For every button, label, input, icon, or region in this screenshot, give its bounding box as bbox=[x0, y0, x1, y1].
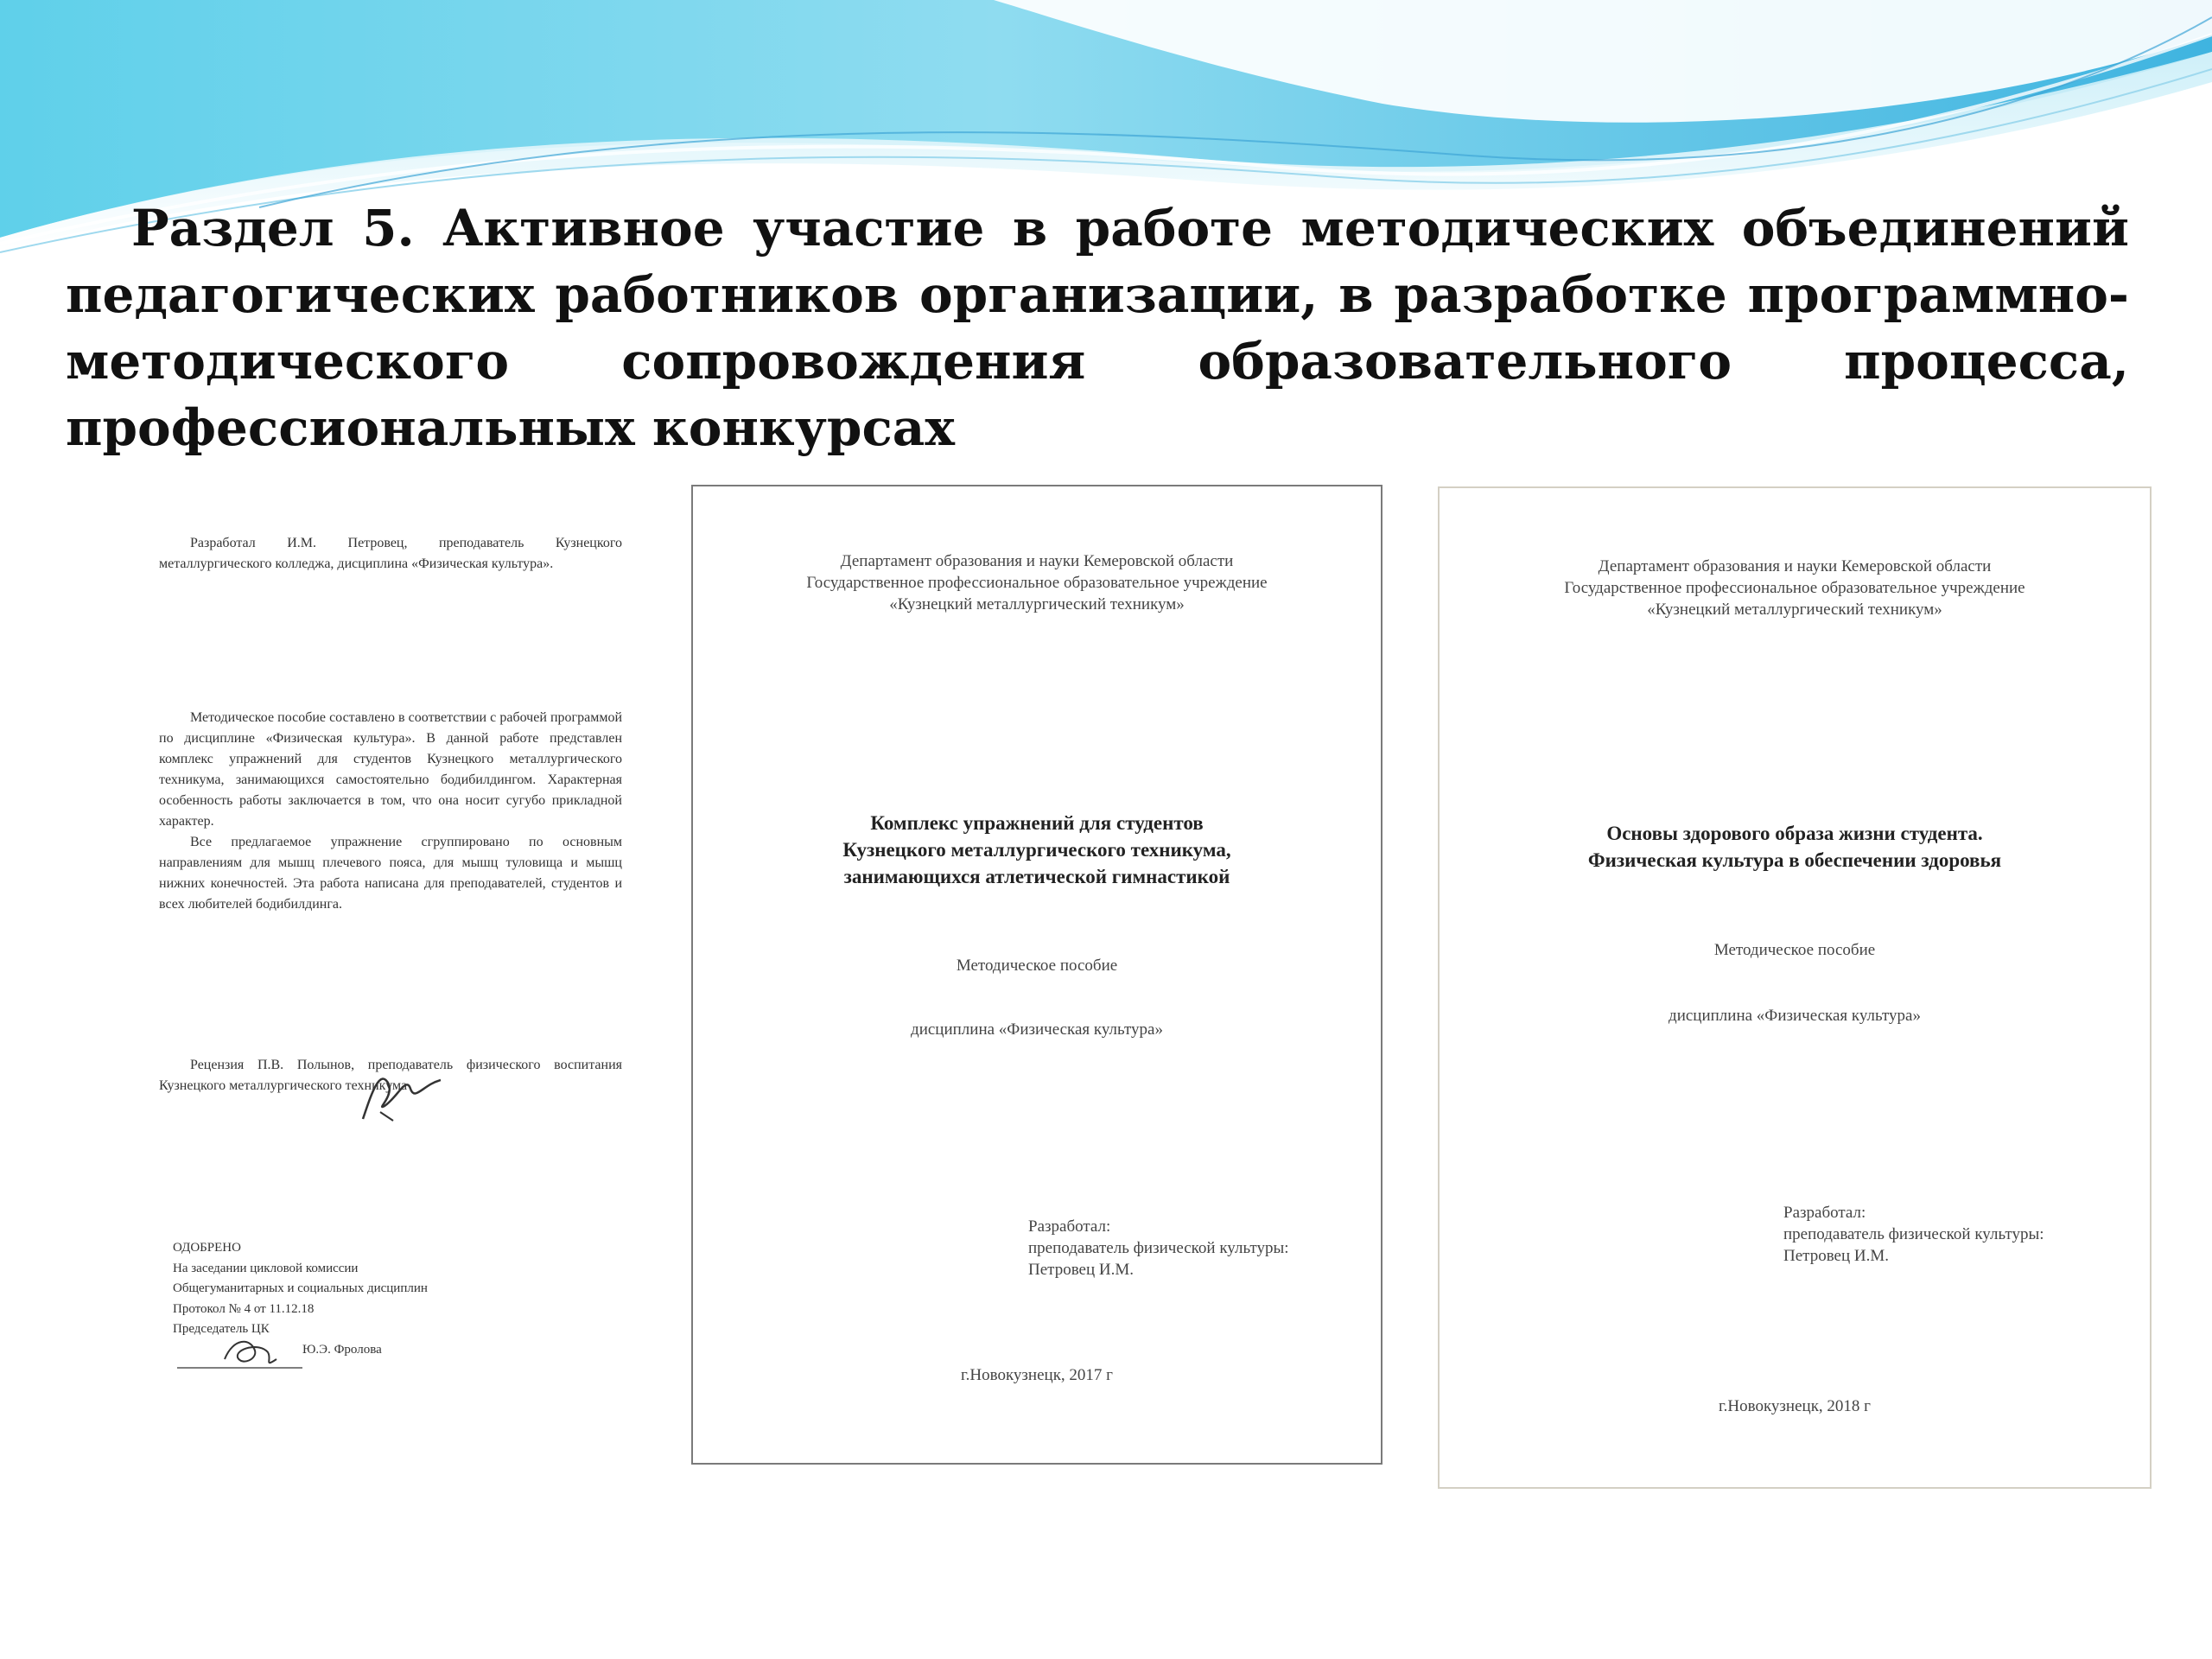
approval-line: Ю.Э. Фролова bbox=[302, 1342, 382, 1357]
city-year: г.Новокузнецк, 2017 г bbox=[961, 1366, 1113, 1384]
description-paragraph: Все предлагаемое упражнение сгруппировано по основным направлениям для мышц плечевого пояса, для мышц туловища и мышц нижних конечностей. Эта работа написана для преподавателей, студентов и всех любителей бодибилдинга. bbox=[159, 835, 622, 912]
slide-heading: Раздел 5. Активное участие в работе методических объединений педагогических работников организации, в разработке программно-методического сопровождения образовательного процесса, профессиональных конкурсах bbox=[66, 199, 2129, 457]
document-page-title-2017 bbox=[691, 485, 1382, 1465]
department-header bbox=[1440, 556, 2150, 620]
department-line: Департамент образования и науки Кемеровской области bbox=[1598, 557, 1992, 575]
author-line: Петровец И.М. bbox=[1028, 1261, 1135, 1279]
title-line: Физическая культура в обеспечении здоровья bbox=[1587, 849, 2002, 871]
document-type: Методическое пособие bbox=[956, 957, 1118, 975]
title-line: Комплекс упражнений для студентов bbox=[870, 812, 1204, 834]
reviewer-signature-icon bbox=[354, 1058, 449, 1128]
city-year: г.Новокузнецк, 2018 г bbox=[1719, 1397, 1871, 1415]
document-title bbox=[1440, 820, 2150, 874]
author-line: Петровец И.М. bbox=[1783, 1247, 1890, 1265]
approval-line: Председатель ЦК bbox=[173, 1322, 270, 1336]
approval-line: На заседании цикловой комиссии bbox=[173, 1261, 359, 1275]
author-line: преподаватель физической культуры: bbox=[1783, 1225, 2044, 1243]
title-line: Кузнецкого металлургического техникума, bbox=[842, 839, 1231, 861]
approval-line: Протокол № 4 от 11.12.18 bbox=[173, 1301, 315, 1316]
department-line: Государственное профессиональное образовательное учреждение bbox=[1564, 579, 2025, 597]
author-line: преподаватель физической культуры: bbox=[1028, 1239, 1289, 1257]
author-block bbox=[1783, 1202, 2044, 1267]
chairman-signature-icon bbox=[173, 1333, 311, 1376]
department-line: «Кузнецкий металлургический техникум» bbox=[1647, 601, 1942, 619]
author-line: Разработал: bbox=[1783, 1204, 1866, 1222]
developer-info: Разработал И.М. Петровец, преподаватель Кузнецкого металлургического колледжа, дисциплина «Физическая культура». bbox=[159, 536, 622, 571]
reviewer-info: Рецензия П.В. Полынов, преподаватель физического воспитания Кузнецкого металлургического техникума bbox=[159, 1058, 622, 1093]
department-line: «Кузнецкий металлургический техникум» bbox=[889, 595, 1185, 613]
author-block bbox=[1028, 1216, 1289, 1281]
manual-description bbox=[159, 708, 622, 915]
document-title bbox=[693, 810, 1381, 890]
approval-line: ОДОБРЕНО bbox=[173, 1241, 241, 1255]
document-page-title-2018 bbox=[1438, 486, 2152, 1489]
title-line: Основы здорового образа жизни студента. bbox=[1606, 823, 1983, 844]
department-line: Департамент образования и науки Кемеровской области bbox=[840, 552, 1234, 570]
document-discipline: дисциплина «Физическая культура» bbox=[1669, 1007, 1921, 1025]
document-discipline: дисциплина «Физическая культура» bbox=[911, 1020, 1163, 1039]
approval-line: Общегуманитарных и социальных дисциплин bbox=[173, 1281, 428, 1295]
author-line: Разработал: bbox=[1028, 1217, 1111, 1236]
document-page-annotation bbox=[112, 514, 639, 1482]
description-paragraph: Методическое пособие составлено в соответствии с рабочей программой по дисциплине «Физическая культура». В данной работе представлен комплекс упражнений для студентов Кузнецкого металлургического техникума, занимающихся самостоятельно бодибилдингом. Характерная особенность работы заключается в том, что она носит сугубо прикладной характер. bbox=[159, 710, 622, 829]
department-header bbox=[693, 550, 1381, 615]
document-type: Методическое пособие bbox=[1713, 941, 1876, 959]
department-line: Государственное профессиональное образовательное учреждение bbox=[806, 574, 1268, 592]
title-line: занимающихся атлетической гимнастикой bbox=[843, 866, 1230, 887]
